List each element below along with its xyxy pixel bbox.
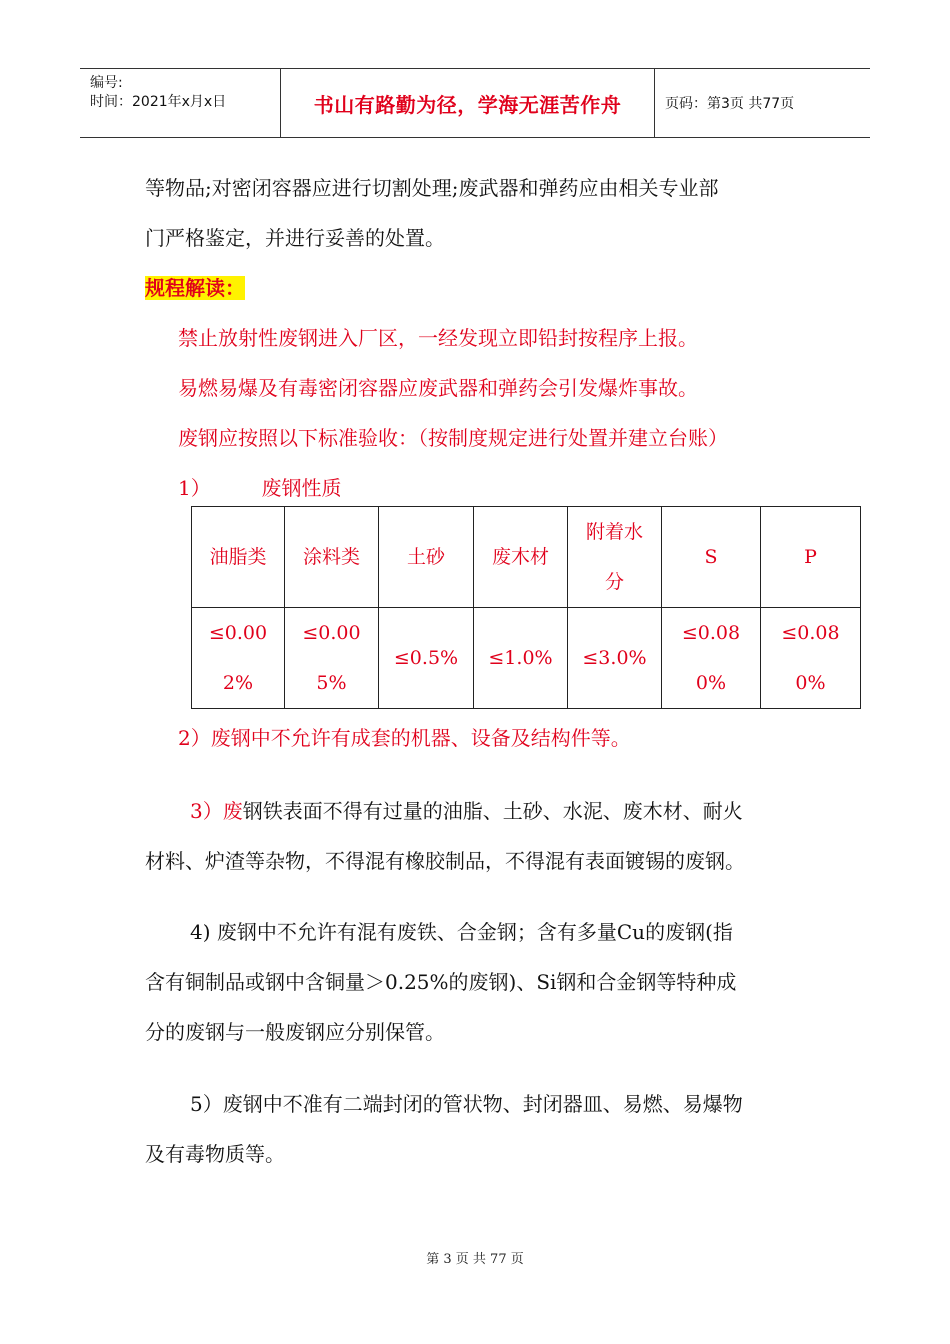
table-header-cell: S — [662, 507, 761, 608]
table-value-cell — [285, 608, 379, 709]
rule-line: 禁止放射性废钢进入厂区，一经发现立即铅封按程序上报。 — [178, 326, 698, 350]
header-page-info: 页码：第3页 共77页 — [665, 96, 795, 112]
table-value-cell: ≤1.0% — [474, 608, 568, 709]
item-3-number: 3） — [190, 799, 223, 823]
item-3-line-1 — [190, 795, 743, 824]
rule-line: 废钢应按照以下标准验收：（按制度规定进行处置并建立台账） — [178, 426, 728, 450]
item-2: 2）废钢中不允许有成套的机器、设备及结构件等。 — [178, 726, 631, 750]
table-value-cell — [662, 608, 761, 709]
steel-properties-table — [191, 506, 861, 709]
item-4-line-1: 4) 废钢中不允许有混有废铁、合金钢；含有多量Cu的废钢(指 — [190, 920, 733, 944]
table-value-cell: ≤3.0% — [568, 608, 662, 709]
table-header-cell — [568, 507, 662, 608]
item-4-line-2: 含有铜制品或钢中含铜量＞0.25%的废钢)、Si钢和合金钢等特种成 — [145, 970, 737, 994]
table-value-text: ≤0.080% — [681, 622, 741, 694]
table-header-cell: 油脂类 — [192, 507, 285, 608]
number-label: 编号: — [90, 75, 123, 91]
header-motto: 书山有路勤为径，学海无涯苦作舟 — [281, 69, 655, 137]
paragraph-line: 等物品;对密闭容器应进行切割处理;废武器和弹药应由相关专业部 — [145, 176, 719, 200]
item-5-line-2: 及有毒物质等。 — [145, 1142, 285, 1166]
header-meta — [80, 69, 281, 137]
item-3-first-char: 废 — [222, 799, 243, 823]
table-value-cell: ≤0.5% — [379, 608, 474, 709]
table-header-cell: 废木材 — [474, 507, 568, 608]
table-header-cell: 涂料类 — [285, 507, 379, 608]
item-4-line-3: 分的废钢与一般废钢应分别保管。 — [145, 1020, 445, 1044]
page-footer: 第 3 页 共 77 页 — [426, 1252, 524, 1267]
item-1 — [178, 472, 341, 501]
item-1-title: 废钢性质 — [261, 476, 342, 500]
item-3-text: 钢铁表面不得有过量的油脂、土砂、水泥、废木材、耐火 — [242, 799, 743, 823]
table-header-text: 附着水分 — [585, 521, 643, 593]
item-5-line-1: 5）废钢中不准有二端封闭的管状物、封闭器皿、易燃、易爆物 — [190, 1092, 743, 1116]
table-value-text: ≤0.080% — [781, 622, 840, 694]
rule-line: 易燃易爆及有毒密闭容器应废武器和弹药会引发爆炸事故。 — [178, 376, 698, 400]
item-3-line-2: 材料、炉渣等杂物，不得混有橡胶制品，不得混有表面镀锡的废钢。 — [145, 849, 745, 873]
table-value-cell — [192, 608, 285, 709]
item-1-number: 1） — [178, 476, 211, 500]
table-header-cell: 土砂 — [379, 507, 474, 608]
paragraph-line: 门严格鉴定，并进行妥善的处置。 — [145, 226, 445, 250]
table-value-row — [192, 608, 861, 709]
section-title — [145, 272, 245, 301]
section-title-text: 规程解读： — [145, 276, 245, 300]
table-header-row — [192, 507, 861, 608]
page-header — [80, 68, 870, 138]
table-header-cell: P — [761, 507, 861, 608]
table-value-cell — [761, 608, 861, 709]
time-label: 时间：2021年x月x日 — [90, 94, 227, 110]
table-value-text: ≤0.002% — [208, 622, 268, 694]
table-value-text: ≤0.005% — [302, 622, 361, 694]
